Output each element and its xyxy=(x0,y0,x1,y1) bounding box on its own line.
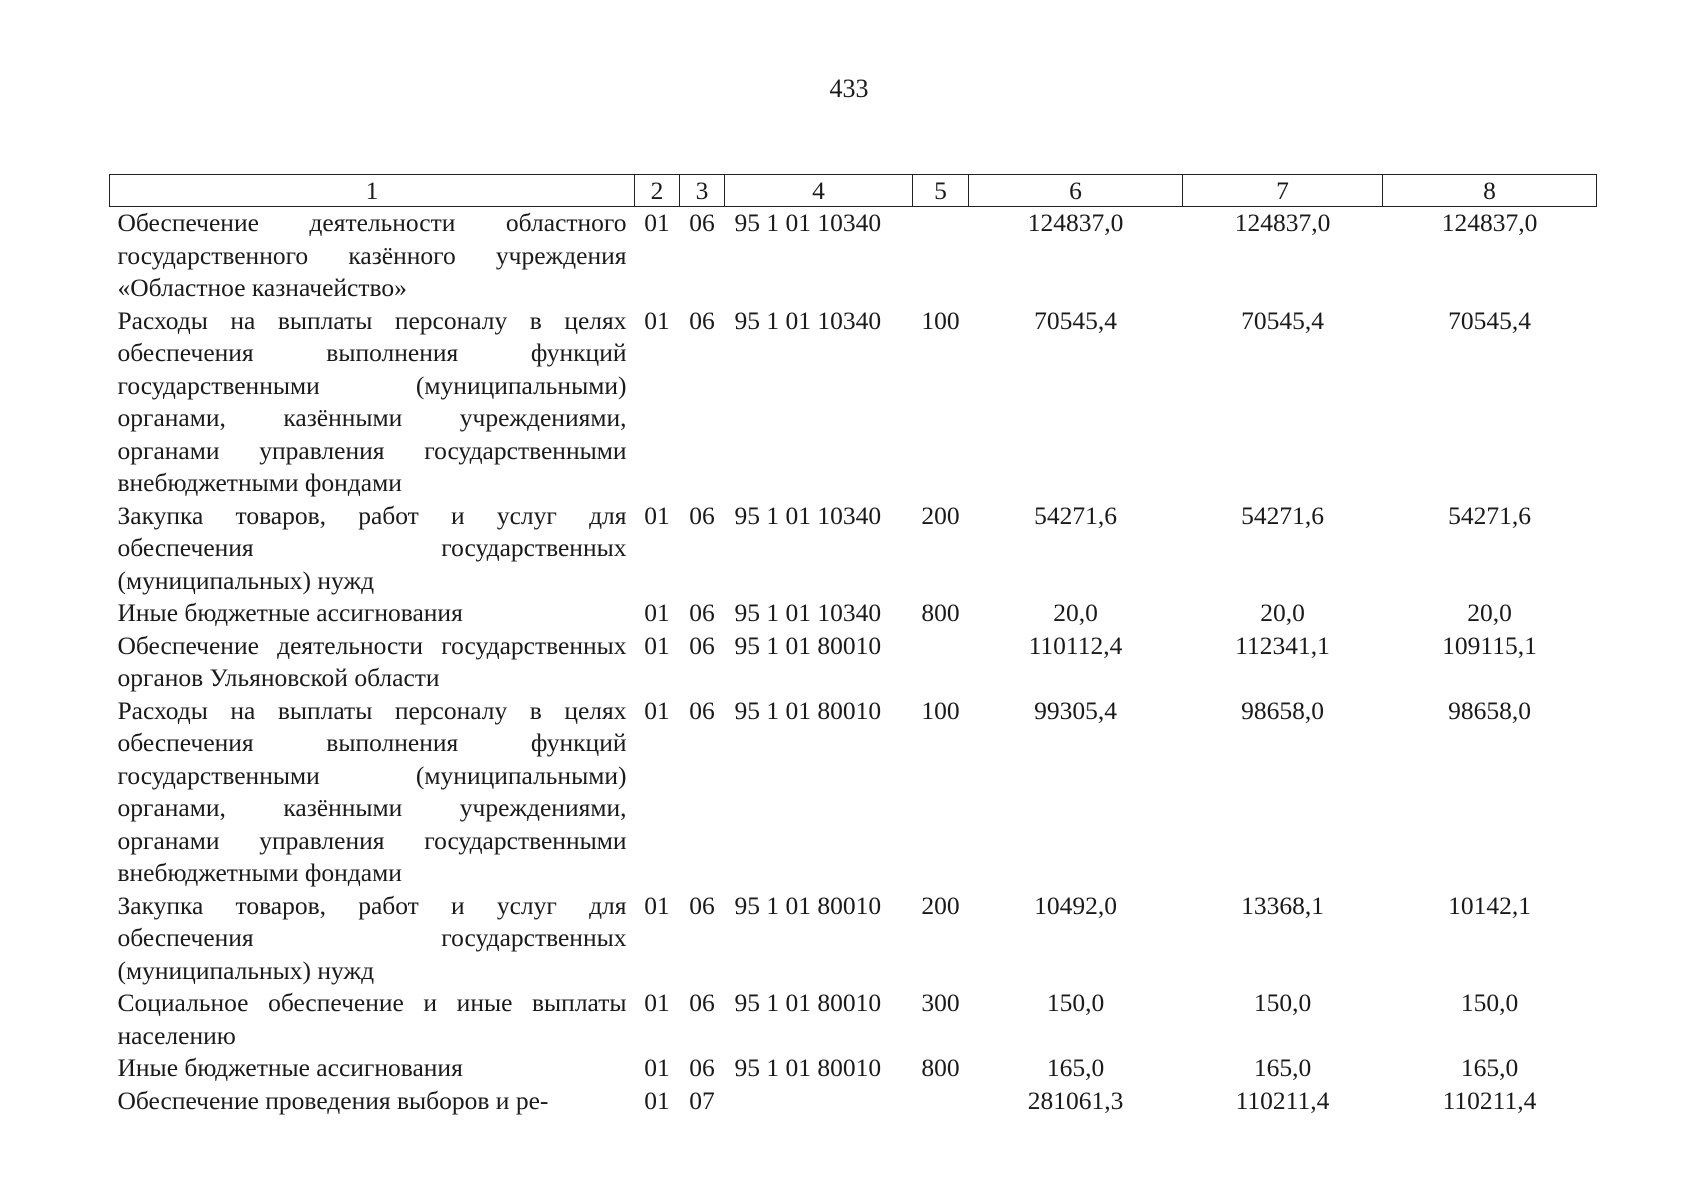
amount-col6: 110112,4 xyxy=(1028,630,1123,660)
amount-col7: 54271,6 xyxy=(1241,500,1324,530)
section-code: 01 xyxy=(644,208,670,237)
target-article-code: 95 1 01 80010 xyxy=(734,890,882,920)
row-description: Закупка товаров, работ и услуг для обеспечения государственных (муниципальных) нужд xyxy=(117,500,627,595)
section-code: 01 xyxy=(644,598,670,627)
column-header: 5 xyxy=(913,175,969,207)
amount-col6: 20,0 xyxy=(1053,598,1098,627)
section-code: 01 xyxy=(644,1053,670,1082)
section-code: 01 xyxy=(644,630,670,660)
table-row xyxy=(110,500,1597,598)
row-description: Социальное обеспечение и иные выплаты населению xyxy=(117,988,627,1050)
amount-col6: 124837,0 xyxy=(1027,208,1124,237)
section-code: 01 xyxy=(644,890,670,920)
subsection-code: 06 xyxy=(689,305,715,335)
column-header: 1 xyxy=(110,175,635,207)
amount-col8: 109115,1 xyxy=(1442,630,1537,660)
section-code: 01 xyxy=(644,305,670,335)
amount-col8: 70545,4 xyxy=(1448,305,1531,335)
amount-col7: 13368,1 xyxy=(1241,890,1324,920)
amount-col6: 165,0 xyxy=(1046,1053,1105,1082)
expense-type-code xyxy=(913,1085,969,1118)
amount-col8: 124837,0 xyxy=(1441,208,1538,237)
subsection-code: 07 xyxy=(689,1085,715,1115)
table-row xyxy=(110,305,1597,500)
table-row xyxy=(110,207,1597,305)
amount-col7: 70545,4 xyxy=(1241,305,1324,335)
section-code: 01 xyxy=(644,695,670,725)
expense-type-code: 800 xyxy=(921,598,960,627)
amount-col8: 150,0 xyxy=(1460,988,1519,1017)
target-article-code: 95 1 01 10340 xyxy=(734,500,882,530)
subsection-code: 06 xyxy=(689,598,715,627)
amount-col6: 54271,6 xyxy=(1034,500,1117,530)
amount-col7: 150,0 xyxy=(1253,988,1312,1017)
column-header: 8 xyxy=(1383,175,1597,207)
column-header: 6 xyxy=(969,175,1183,207)
expense-type-code: 300 xyxy=(921,988,960,1017)
amount-col8: 110211,4 xyxy=(1442,1085,1537,1115)
expense-type-code: 800 xyxy=(921,1053,960,1082)
section-code: 01 xyxy=(644,1085,670,1115)
target-article-code: 95 1 01 80010 xyxy=(734,988,882,1017)
subsection-code: 06 xyxy=(689,695,715,725)
row-description: Иные бюджетные ассигнования xyxy=(117,598,463,627)
amount-col8: 165,0 xyxy=(1460,1053,1519,1082)
subsection-code: 06 xyxy=(689,500,715,530)
target-article-code: 95 1 01 80010 xyxy=(734,695,882,725)
page-number: 433 xyxy=(829,74,869,103)
amount-col7: 20,0 xyxy=(1260,598,1305,627)
row-description: Обеспечение деятельности государственных органов Ульяновской области xyxy=(117,630,627,692)
amount-col7: 98658,0 xyxy=(1241,695,1324,725)
header-row xyxy=(110,175,1597,207)
row-description: Обеспечение деятельности областного государственного казённого учреждения «Областное казначейство» xyxy=(117,208,627,302)
table-row xyxy=(110,630,1597,695)
row-description: Расходы на выплаты персоналу в целях обеспечения выполнения функций государственными (муниципальными) органами, казёнными учреждениями, органами управления государственными внебюджетными фондами xyxy=(117,695,627,887)
target-article-code: 95 1 01 10340 xyxy=(734,598,882,627)
amount-col6: 10492,0 xyxy=(1034,890,1117,920)
table-row xyxy=(110,1052,1597,1085)
amount-col8: 54271,6 xyxy=(1448,500,1531,530)
expense-type-code: 100 xyxy=(921,695,960,725)
subsection-code: 06 xyxy=(689,630,715,660)
amount-col7: 124837,0 xyxy=(1234,208,1331,237)
expense-type-code xyxy=(913,630,969,695)
amount-col7: 110211,4 xyxy=(1235,1085,1330,1115)
section-code: 01 xyxy=(644,988,670,1017)
budget-table xyxy=(109,174,1597,1117)
column-header: 2 xyxy=(635,175,680,207)
column-header: 3 xyxy=(680,175,725,207)
row-description: Расходы на выплаты персоналу в целях обеспечения выполнения функций государственными (муниципальными) органами, казёнными учреждениями, органами управления государственными внебюджетными фондами xyxy=(117,305,627,497)
expense-type-code xyxy=(913,207,969,305)
table-row xyxy=(110,695,1597,890)
amount-col8: 98658,0 xyxy=(1448,695,1531,725)
target-article-code: 95 1 01 10340 xyxy=(734,208,882,237)
amount-col8: 10142,1 xyxy=(1448,890,1531,920)
subsection-code: 06 xyxy=(689,1053,715,1082)
subsection-code: 06 xyxy=(689,988,715,1017)
table-row xyxy=(110,1085,1597,1118)
table-row xyxy=(110,987,1597,1052)
row-description: Обеспечение проведения выборов и ре- xyxy=(117,1085,549,1115)
amount-col6: 150,0 xyxy=(1046,988,1105,1017)
amount-col7: 112341,1 xyxy=(1235,630,1330,660)
target-article-code: 95 1 01 80010 xyxy=(734,630,882,660)
table-row xyxy=(110,890,1597,988)
amount-col6: 99305,4 xyxy=(1034,695,1117,725)
target-article-code: 95 1 01 80010 xyxy=(734,1053,882,1082)
expense-type-code: 200 xyxy=(921,500,960,530)
row-description: Закупка товаров, работ и услуг для обеспечения государственных (муниципальных) нужд xyxy=(117,890,627,985)
subsection-code: 06 xyxy=(689,208,715,237)
column-header: 4 xyxy=(725,175,913,207)
section-code: 01 xyxy=(644,500,670,530)
target-article-code: 95 1 01 10340 xyxy=(734,305,882,335)
expense-type-code: 100 xyxy=(921,305,960,335)
amount-col8: 20,0 xyxy=(1467,598,1512,627)
row-description: Иные бюджетные ассигнования xyxy=(117,1053,463,1082)
amount-col6: 281061,3 xyxy=(1027,1085,1124,1115)
table-row xyxy=(110,597,1597,630)
amount-col7: 165,0 xyxy=(1253,1053,1312,1082)
column-header: 7 xyxy=(1183,175,1383,207)
expense-type-code: 200 xyxy=(921,890,960,920)
amount-col6: 70545,4 xyxy=(1034,305,1117,335)
subsection-code: 06 xyxy=(689,890,715,920)
target-article-code xyxy=(725,1085,913,1118)
